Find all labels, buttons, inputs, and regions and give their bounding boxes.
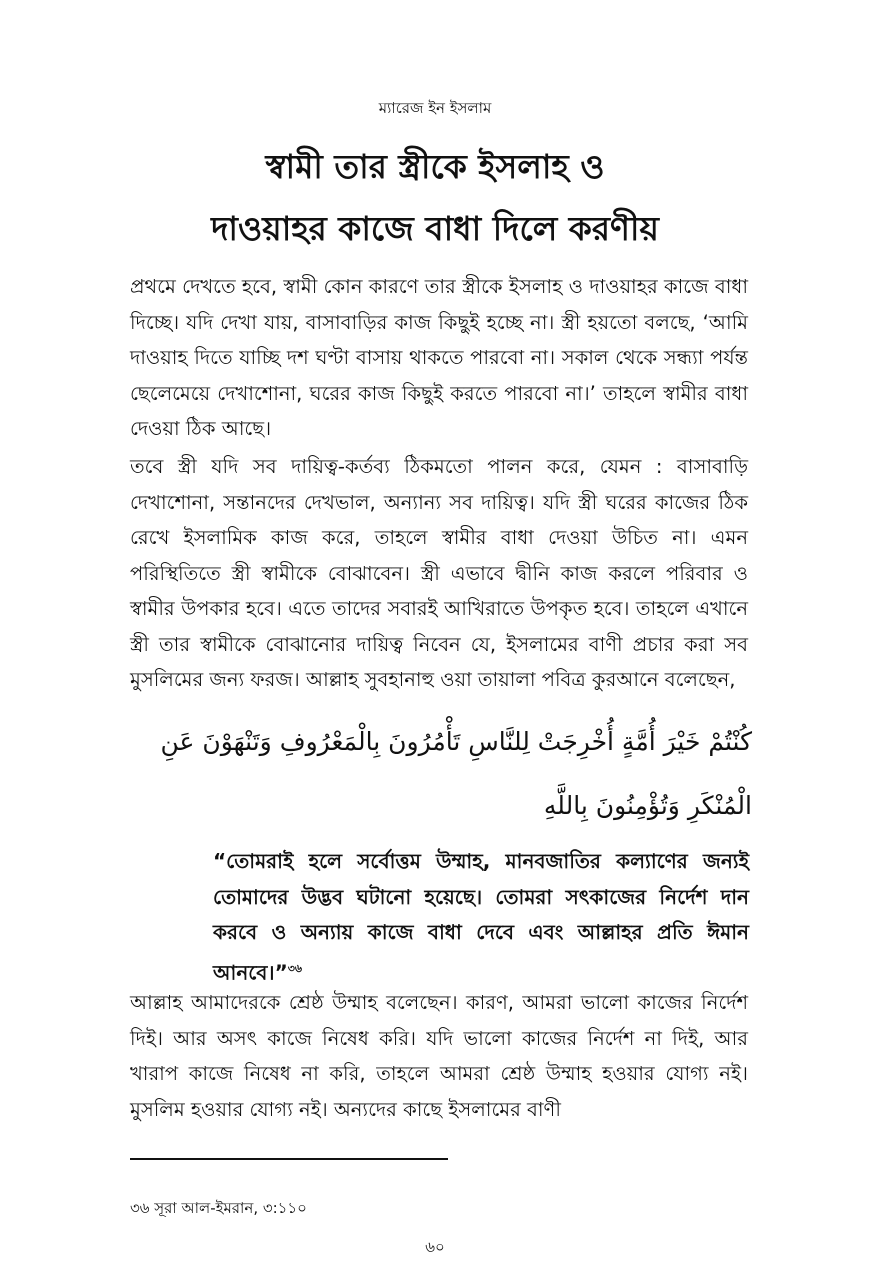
chapter-title <box>60 136 810 260</box>
chapter-title-line-1: স্বামী তার স্ত্রীকে ইসলাহ ও <box>265 147 605 186</box>
quote-text: “তোমরাই হলে সর্বোত্তম উম্মাহ, মানবজাতির কল্যাণের জন্যই তোমাদের উদ্ভব ঘটানো হয়েছে। তোমরা সৎকাজের নির্দেশ দান করবে ও অন্যায় কাজে বাধা দেবে এবং আল্লাহর প্রতি ঈমান আনবে।” <box>213 849 749 985</box>
page-number: ৬০ <box>425 1238 445 1256</box>
running-header: ম্যারেজ ইন ইসলাম <box>378 99 492 117</box>
body-paragraph-1: প্রথমে দেখতে হবে, স্বামী কোন কারণে তার স্ত্রীকে ইসলাহ ও দাওয়াহর কাজে বাধা দিচ্ছে। যদি দেখা যায়, বাসাবাড়ির কাজ কিছুই হচ্ছে না। স্ত্রী হয়তো বলছে, ‘আমি দাওয়াহ দিতে যাচ্ছি দশ ঘণ্টা বাসায় থাকতে পারবো না। সকাল থেকে সন্ধ্যা পর্যন্ত ছেলেমেয়ে দেখাশোনা, ঘরের কাজ কিছুই করতে পারবো না।’ তাহলে স্বামীর বাধা দেওয়া ঠিক আছে। <box>130 275 748 440</box>
body-paragraph-3: আল্লাহ আমাদেরকে শ্রেষ্ঠ উম্মাহ বলেছেন। কারণ, আমরা ভালো কাজের নির্দেশ দিই। আর অসৎ কাজে নিষেধ করি। যদি ভালো কাজের নির্দেশ না দিই, আর খারাপ কাজে নিষেধ না করি, তাহলে আমরা শ্রেষ্ঠ উম্মাহ হওয়ার যোগ্য নই। মুসলিম হওয়ার যোগ্য নই। অন্যদের কাছে ইসলামের বাণী <box>130 991 748 1121</box>
chapter-title-line-2: দাওয়াহর কাজে বাধা দিলে করণীয় <box>211 209 659 248</box>
body-paragraph-2: তবে স্ত্রী যদি সব দায়িত্ব-কর্তব্য ঠিকমতো পালন করে, যেমন : বাসাবাড়ি দেখাশোনা, সন্তানদের দেখভাল, অন্যান্য সব দায়িত্ব। যদি স্ত্রী ঘরের কাজের ঠিক রেখে ইসলামিক কাজ করে, তাহলে স্বামীর বাধা দেওয়া উচিত না। এমন পরিস্থিতিতে স্ত্রী স্বামীকে বোঝাবেন। স্ত্রী এভাবে দ্বীনি কাজ করলে পরিবার ও স্বামীর উপকার হবে। এতে তাদের সবারই আখিরাতে উপকৃত হবে। তাহলে এখানে স্ত্রী তার স্বামীকে বোঝানোর দায়িত্ব নিবেন যে, ইসলামের বাণী প্রচার করা সব মুসলিমের জন্য ফরজ। আল্লাহ সুবহানাহু ওয়া তায়ালা পবিত্র কুরআনে বলেছেন, <box>130 455 748 691</box>
footnote: ৩৬ সূরা আল-ইমরান, ৩:১১০ <box>130 1199 307 1217</box>
footnote-reference[interactable]: ৩৬ <box>287 961 303 975</box>
quran-verse-line-1: كُنْتُمْ خَيْرَ أُمَّةٍ أُخْرِجَتْ لِلنَّاسِ تَأْمُرُونَ بِالْمَعْرُوفِ وَتَنْهَوْنَ عَنِ <box>160 727 752 756</box>
verse-translation-quote <box>213 844 749 991</box>
quran-verse-line-2: الْمُنْكَرِ وَتُؤْمِنُونَ بِاللَّهِ <box>543 791 752 820</box>
footnote-divider <box>130 1158 448 1160</box>
